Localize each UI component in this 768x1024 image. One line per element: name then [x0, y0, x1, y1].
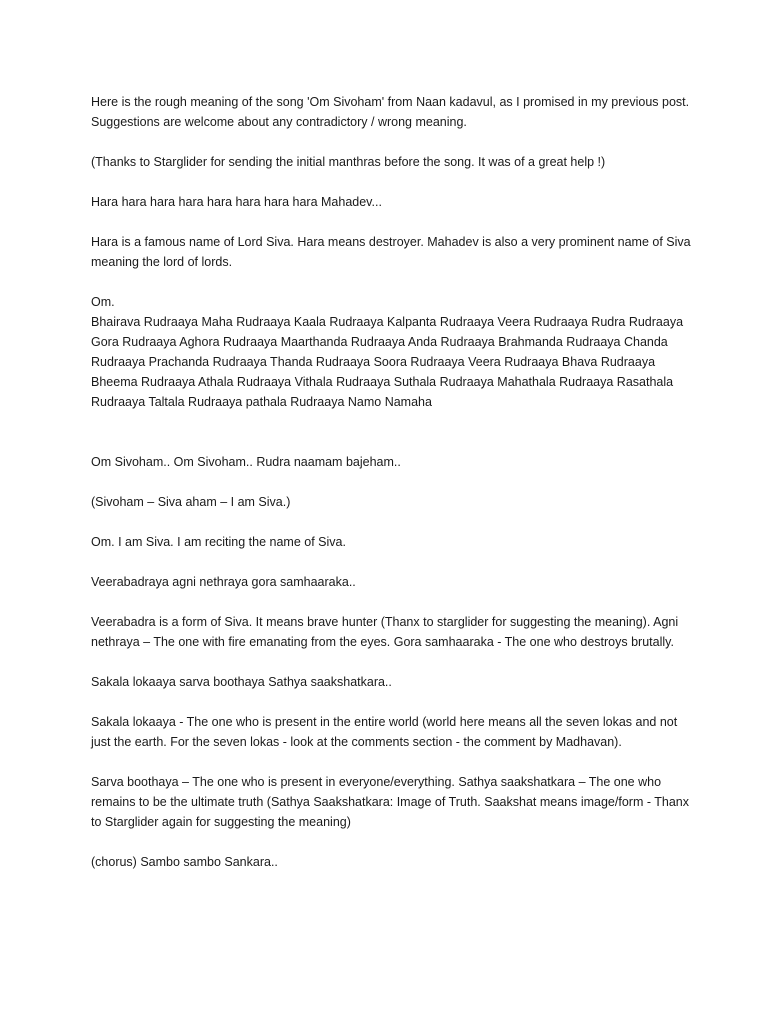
rudraaya-chant-paragraph: Bhairava Rudraaya Maha Rudraaya Kaala Rudraaya Kalpanta Rudraaya Veera Rudraaya Rudra Rudraaya Gora Rudraaya Aghora Rudraaya Maarthanda Rudraaya Anda Rudraaya Brahmanda Rudraaya Chanda Rudraaya Prachanda Rudraaya Thanda Rudraaya Soora Rudraaya Veera Rudraaya Bhava Rudraaya Bheema Rudraaya Athala Rudraaya Vithala Rudraaya Suthala Rudraaya Mahathala Rudraaya Rasathala Rudraaya Taltala Rudraaya pathala Rudraaya Namo Namaha — [91, 315, 684, 409]
chorus-line: (chorus) Sambo sambo Sankara.. — [91, 855, 278, 869]
thanks-paragraph: (Thanks to Starglider for sending the initial manthras before the song. It was of a great help !) — [91, 155, 606, 169]
intro-paragraph: Here is the rough meaning of the song 'Om Sivoham' from Naan kadavul, as I promised in my previous post. Suggestions are welcome about any contradictory / wrong meaning. — [91, 95, 690, 129]
sakala-meaning-paragraph: Sakala lokaaya - The one who is present in the entire world (world here means all the seven lokas and not just the earth. For the seven lokas - look at the comments section - the comment by Madhavan). — [91, 715, 678, 749]
lyric-sakala-line: Sakala lokaaya sarva boothaya Sathya saakshatkara.. — [91, 675, 392, 689]
lyric-sivoham-line: Om Sivoham.. Om Sivoham.. Rudra naamam bajeham.. — [91, 455, 401, 469]
veerabadra-meaning-paragraph: Veerabadra is a form of Siva. It means brave hunter (Thanx to starglider for suggesting the meaning). Agni nethraya – The one with fire emanating from the eyes. Gora samhaaraka - The one who destroys brutally. — [91, 615, 679, 649]
sivoham-meaning-line: (Sivoham – Siva aham – I am Siva.) — [91, 495, 291, 509]
hara-meaning-paragraph: Hara is a famous name of Lord Siva. Hara means destroyer. Mahadev is also a very prominent name of Siva meaning the lord of lords. — [91, 235, 691, 269]
om-i-am-siva-line: Om. I am Siva. I am reciting the name of Siva. — [91, 535, 346, 549]
lyric-veerabadraya-line: Veerabadraya agni nethraya gora samhaaraka.. — [91, 575, 356, 589]
document-body — [91, 92, 691, 872]
lyric-hara-line: Hara hara hara hara hara hara hara hara Mahadev... — [91, 195, 382, 209]
sarva-meaning-paragraph: Sarva boothaya – The one who is present in everyone/everything. Sathya saakshatkara – The one who remains to be the ultimate truth (Sathya Saakshatkara: Image of Truth. Saakshat means image/form - Thanx to Starglider again for suggesting the meaning) — [91, 775, 689, 829]
om-line: Om. — [91, 295, 115, 309]
